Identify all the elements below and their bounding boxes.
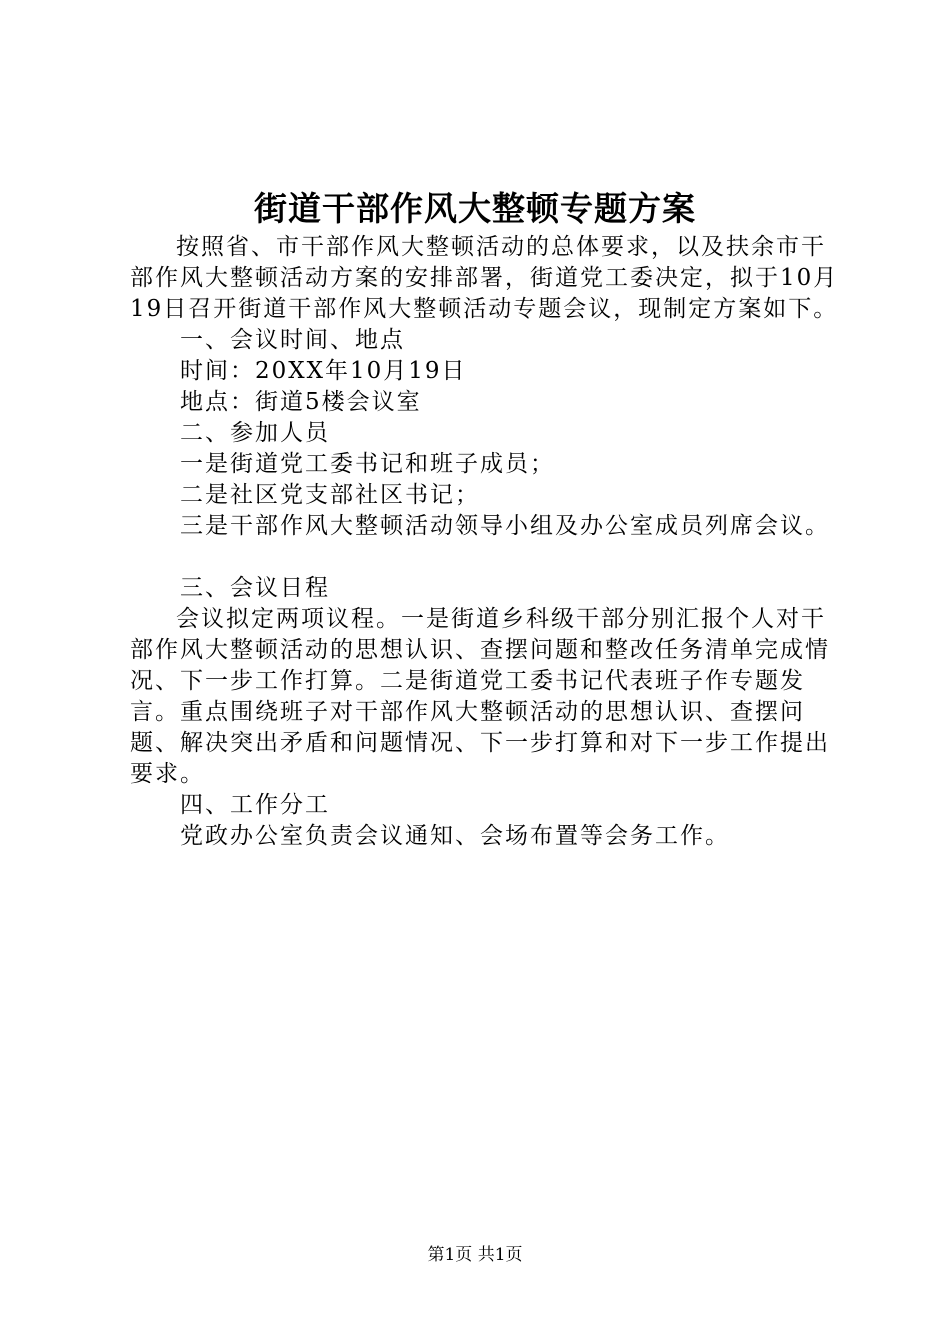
meeting-time: 时间：20XX年10月19日 (180, 358, 467, 384)
division-paragraph: 党政办公室负责会议通知、会场布置等会务工作。 (180, 823, 730, 849)
attendee-item-1: 一是街道党工委书记和班子成员； (180, 451, 555, 477)
document-title: 街道干部作风大整顿专题方案 (254, 189, 696, 228)
meeting-place: 地点：街道5楼会议室 (180, 389, 422, 415)
agenda-paragraph: 会议拟定两项议程。一是街道乡科级干部分别汇报个人对干部作风大整顿活动的思想认识、查摆问题和整改任务清单完成情况、下一步工作打算。二是街道党工委书记代表班子作专题发言。重点围绕班子对干部作风大整顿活动的思想认识、查摆问题、解决突出矛盾和问题情况、下一步打算和对下一步工作提出要求。 (130, 606, 830, 787)
section-heading-division: 四、工作分工 (180, 792, 330, 818)
section-heading-agenda: 三、会议日程 (180, 575, 330, 601)
blank-line (130, 542, 850, 573)
attendee-item-3: 三是干部作风大整顿活动领导小组及办公室成员列席会议。 (180, 513, 830, 539)
section-heading-time-place: 一、会议时间、地点 (180, 327, 405, 353)
attendee-item-2: 二是社区党支部社区书记； (180, 482, 480, 508)
intro-paragraph: 按照省、市干部作风大整顿活动的总体要求，以及扶余市干部作风大整顿活动方案的安排部署，街道党工委决定，拟于10月19日召开街道干部作风大整顿活动专题会议，现制定方案如下。 (130, 234, 839, 322)
document-body (130, 232, 850, 852)
section-heading-attendees: 二、参加人员 (180, 420, 330, 446)
page-footer: 第1页 共1页 (427, 1245, 523, 1265)
